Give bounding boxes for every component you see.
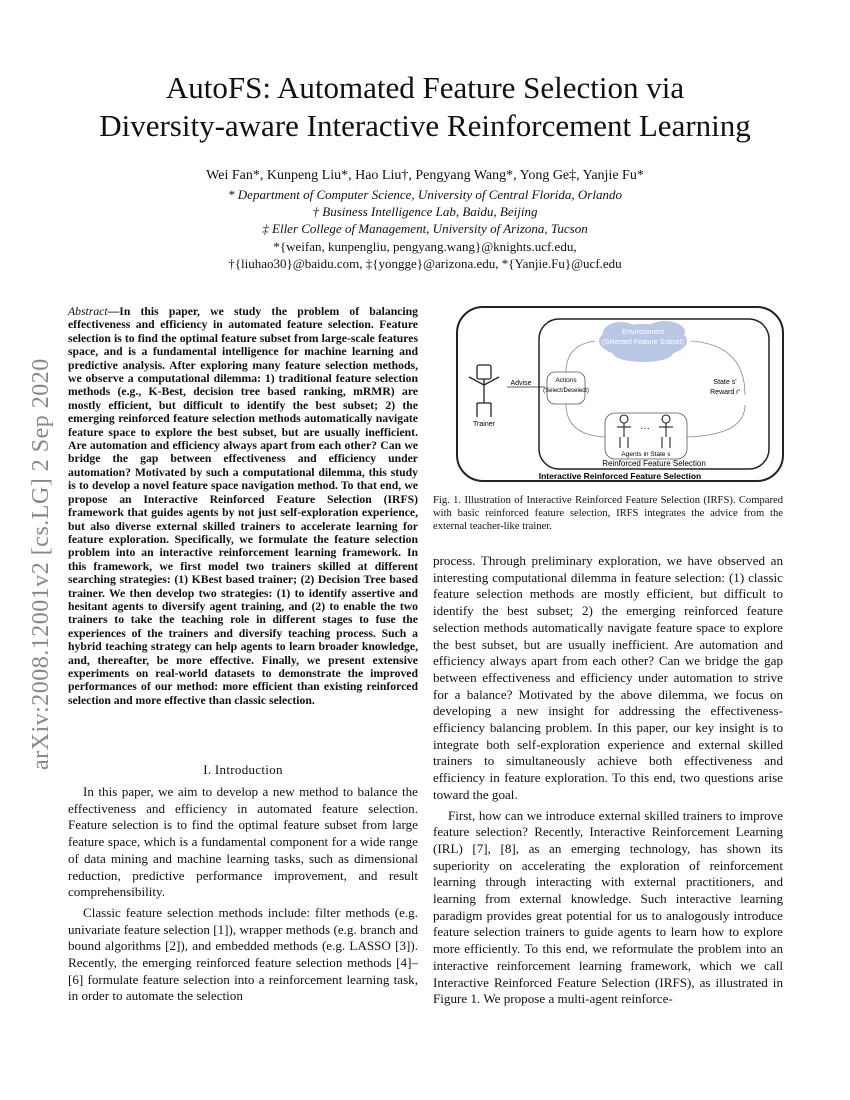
emails-line-2: †{liuhao30}@baidu.com, ‡{yongge}@arizona.edu, *{Yanjie.Fu}@ucf.edu [228,256,622,271]
inner-frame-title: Reinforced Feature Selection [602,459,706,468]
emails-line-1: *{weifan, kunpengliu, pengyang.wang}@knights.ucf.edu, [273,239,577,254]
arrow-actions-to-env [566,341,595,372]
agents-ellipsis: ··· [640,423,650,434]
actions-label: Actions [555,377,577,384]
arrow-agents-to-actions [566,404,605,437]
affiliation-arizona: ‡ Eller College of Management, University of Arizona, Tucson [262,221,588,236]
paper-title-line-1: AutoFS: Automated Feature Selection via [165,70,685,105]
reward-label: Reward r' [710,389,740,396]
outer-frame-title: Interactive Reinforced Feature Selection [538,471,702,481]
trainer-icon [469,365,499,417]
environment-sub-label [602,339,684,346]
right-paragraph-2: First, how can we introduce external skilled trainers to improve feature selection? Recently, Interactive Reinforcement Learning (IRL) [7], [8], as an emerging technology, has shown its superiority on accelerating the exploration of reinforcement learning through interacting with external practitioners, and learning from external knowledge. Such interactive learning paradigm provides great potential for us to analogously introduce feature selection trainers to guide agents to learn how to explore more efficiently. To this end, we reformulate the problem into an interactive reinforcement learning framework, which we call Interactive Reinforced Feature Selection (IRFS), as illustrated in Figure 1. We propose a multi-agent reinforce- [433,807,783,1007]
advise-label: Advise [510,380,532,387]
intro-paragraph-2: Classic feature selection methods include: filter methods (e.g. univariate feature selection [1]), wrapper methods (e.g. branch and bound algorithms [2]), and embedded methods (e.g. LASSO [3]). Recently, the emerging reinforced feature selection methods [4]–[6] formulate feature selection into a reinforcement learning task, in order to automate the selection [68,904,418,1004]
abstract [68,305,418,707]
state-label: State s' [713,379,737,386]
section-heading-introduction: I. Introduction [203,762,283,777]
irfs-diagram [455,305,785,485]
abstract-label: Abstract [68,305,108,318]
intro-paragraph-1: In this paper, we aim to develop a new method to balance the effectiveness and efficiency in automated feature selection. Feature selection is to find the optimal feature subset from large feature space, which is a fundamental component for a wide range of data mining and machine learning tasks, such as dimensional reduction, predictive performance improvement, and result comprehensibility. [68,784,418,900]
affiliation-ucf: * Department of Computer Science, University of Central Florida, Orlando [228,187,622,202]
left-column-body [68,784,418,1005]
arxiv-stamp: arXiv:2008.12001v2 [cs.LG] 2 Sep 2020 [28,358,54,770]
arrow-state-to-agents [687,405,745,437]
environment-sub-label-text: (Selected Feature Subset) [602,339,684,346]
figure-caption: Fig. 1. Illustration of Interactive Reinforced Feature Selection (IRFS). Compared with basic reinforced feature selection, IRFS integrates the advice from the external teacher-like trainer. [433,495,783,532]
author-list: Wei Fan*, Kunpeng Liu*, Hao Liu†, Pengyang Wang*, Yong Ge‡, Yanjie Fu* [206,168,644,183]
abstract-text: —In this paper, we study the problem of balancing effectiveness and efficiency in automated feature selection. Feature selection is to find the optimal feature subset from large-scale features space, and is a fundamental intelligence for machine learning and predictive analysis. After exploring many feature selection methods, we observe a computational dilemma: 1) traditional feature selection methods (e.g., K-Best, decision tree based ranking, mRMR) are mostly efficient, but difficult to identify the best subset; 2) the emerging reinforced feature selection methods automatically navigate feature space to explore the best subset, but are usually inefficient. Are automation and efficiency always apart from each other? Can we bridge the gap between effectiveness and efficiency under automation? Motivated by such a computational dilemma, this study is to develop a novel feature space navigation method. To that end, we propose an Interactive Reinforced Feature Selection (IRFS) framework that guides agents by not just self-exploration experience, but also diverse external skilled trainers to accelerate learning for feature exploration. Specifically, we formulate the feature selection problem into an interactive reinforcement learning framework. In this framework, we first model two trainers skilled at different searching strategies: (1) KBest based trainer; (2) Decision Tree based trainer. We then develop two strategies: (1) to identify assertive and hesitant agents to diversify agent training, and (2) to enable the two trainers to take the teaching role in different stages to fuse the experiences of the trainers and diversify teaching process. Such a hybrid teaching strategy can help agents to learn broader knowledge, and, thereafter, be more effective. Finally, we present extensive experiments on real-world datasets to demonstrate the improved performances of our method: more efficient than existing reinforced selection and more effective than classic selection. [68,305,418,707]
agents-label: Agents in State s [621,451,671,458]
actions-sub-label: (Select/Deselect) [543,388,589,394]
affiliation-baidu: † Business Intelligence Lab, Baidu, Beijing [312,204,538,219]
figure-1 [455,305,785,485]
right-column-body [433,553,783,1008]
right-paragraph-1: process. Through preliminary exploration, we have observed an interesting computational dilemma in feature selection: (1) classic feature selection methods are mostly efficient, but difficult to identify the best subset; 2) the emerging reinforced feature selection methods automatically navigate feature space to explore the best subset, but are usually inefficient. Are automation and efficiency always apart from each other? Can we bridge the gap between effectiveness and efficiency under automation to strive for a balance? Motivated by the above dilemma, we focus on developing a new insight for addressing the effectiveness-efficiency balancing problem. In this paper, our key insight is to integrate both self-exploration experience and external skilled trainers to simultaneously achieve both effectiveness and efficiency in feature exploration. To this end, two questions arise toward the goal. [433,553,783,802]
environment-label: Environment [621,327,665,336]
trainer-label: Trainer [473,421,495,428]
paper-title-line-2: Diversity-aware Interactive Reinforcement Learning [99,108,751,143]
arrow-env-to-state [691,341,745,395]
